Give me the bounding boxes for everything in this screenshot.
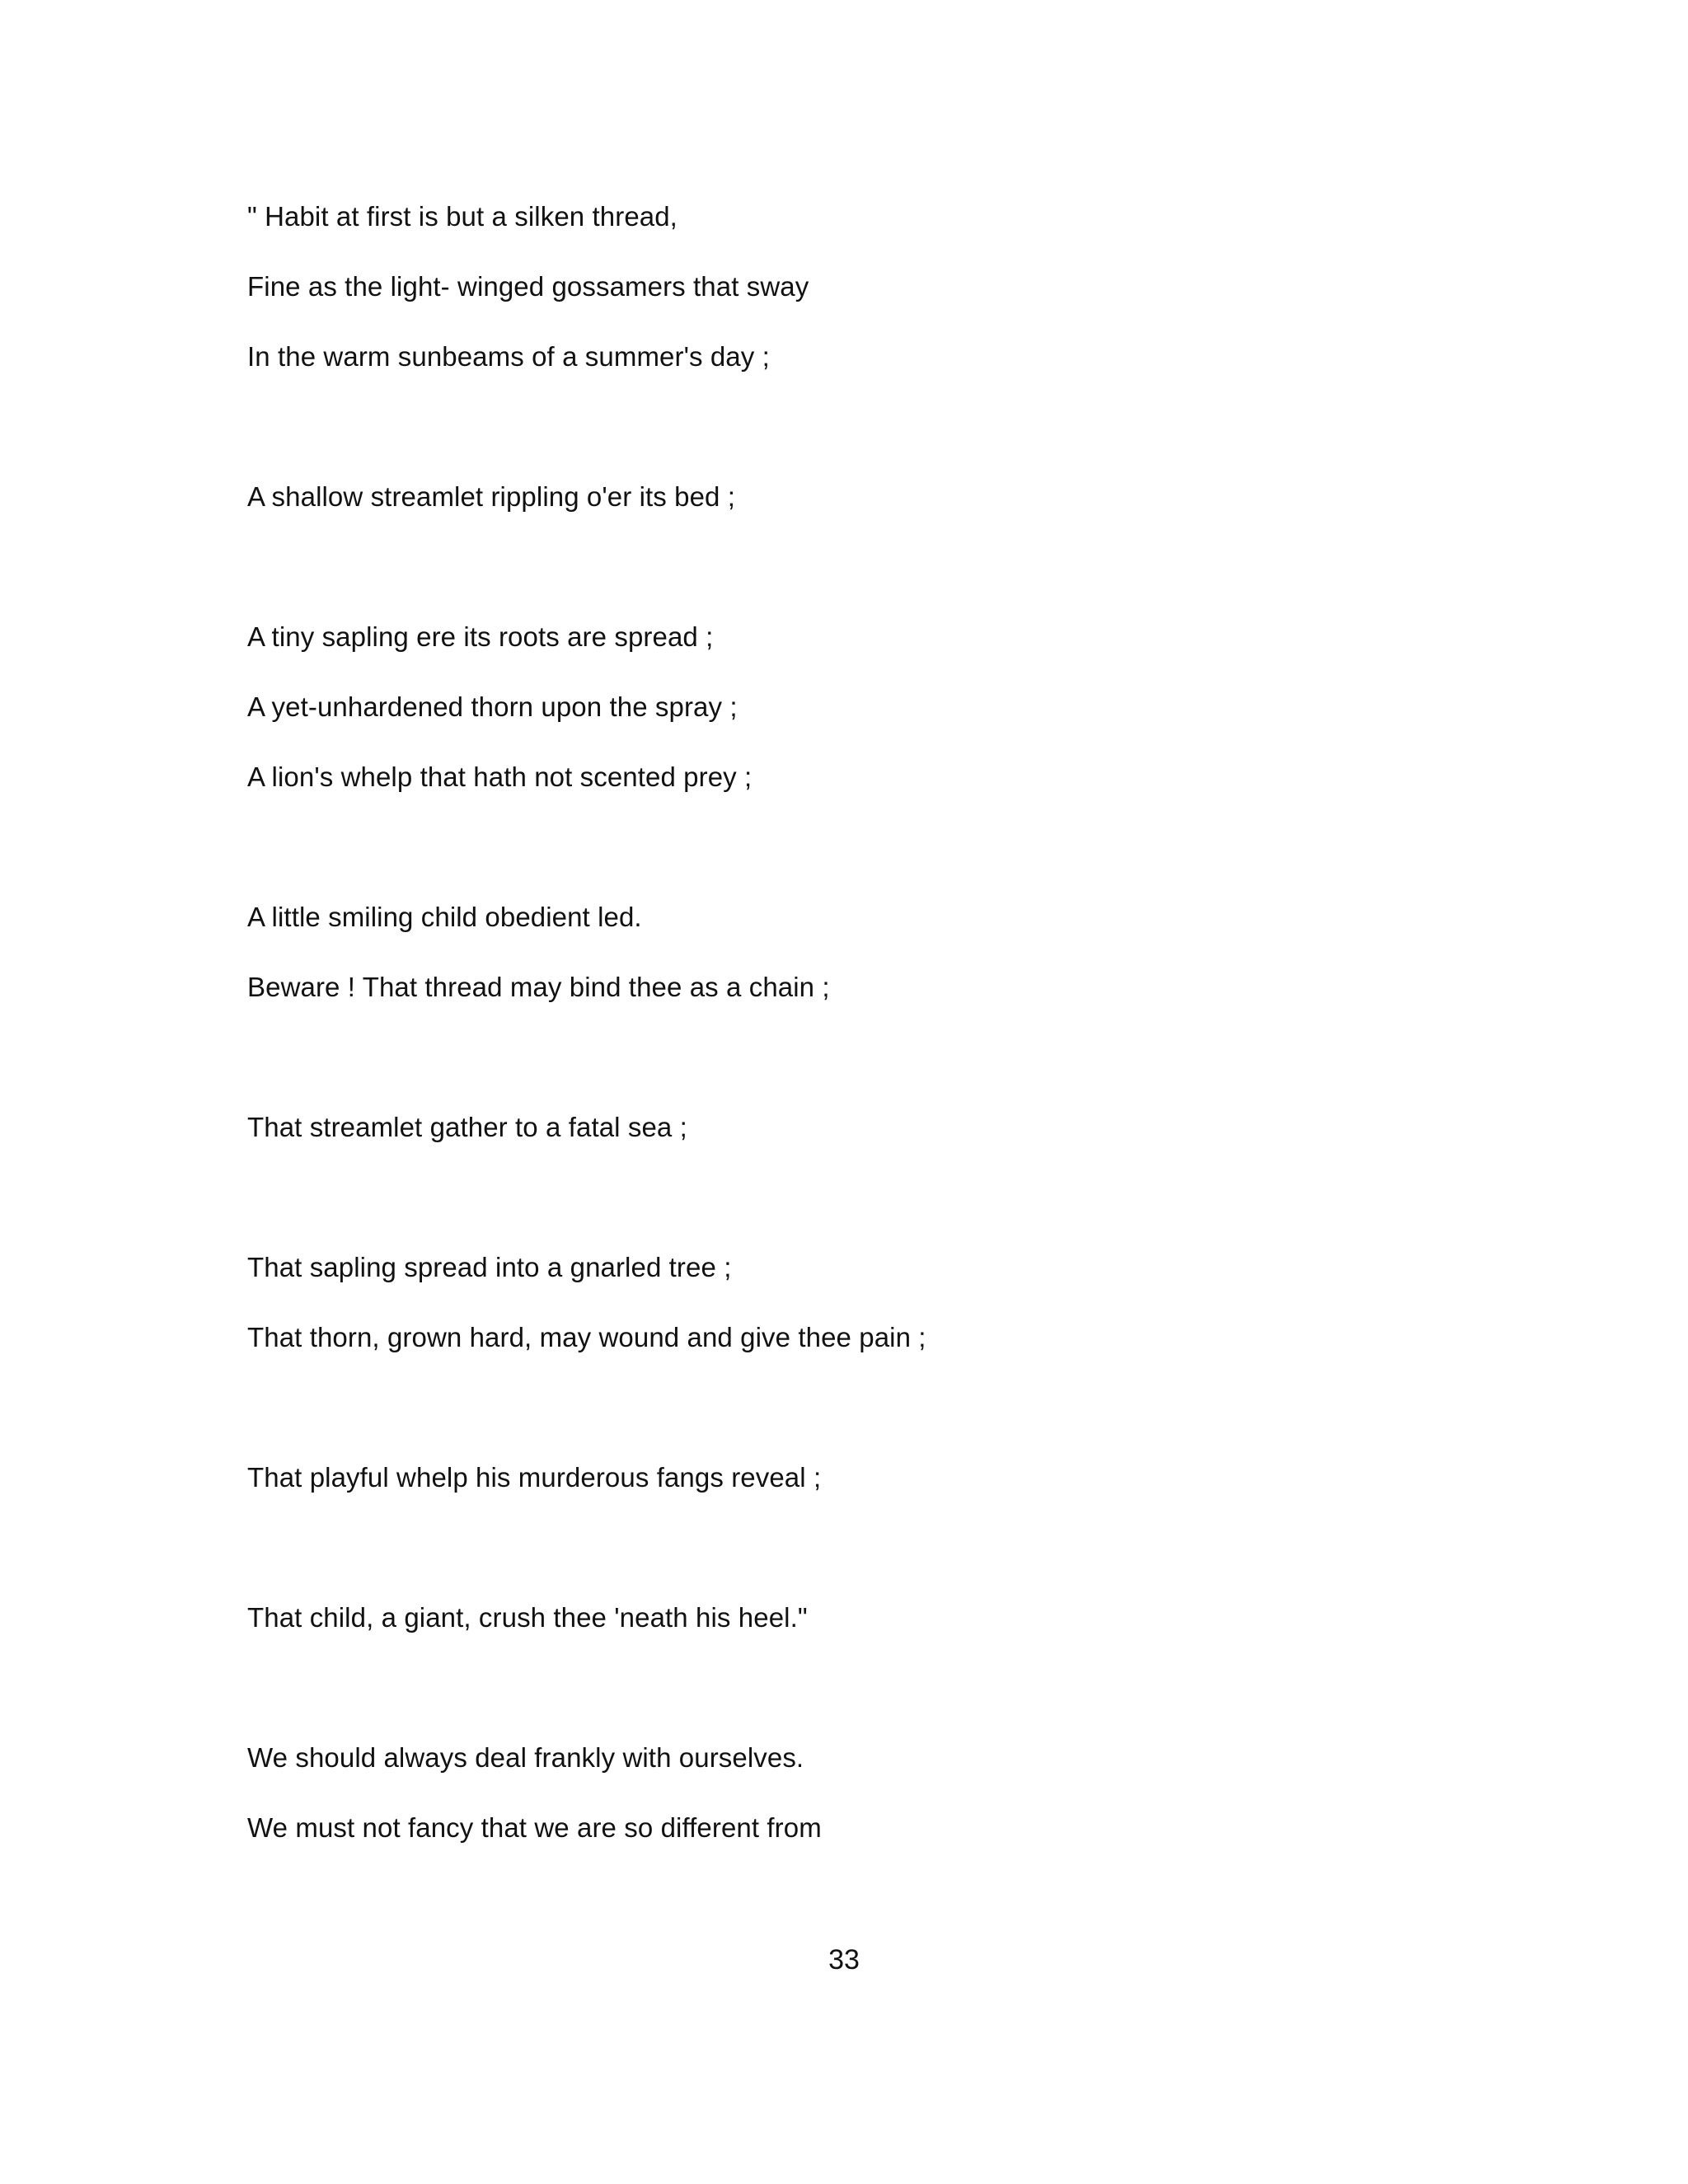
text-line: " Habit at first is but a silken thread,	[247, 201, 678, 232]
text-line: Beware ! That thread may bind thee as a chain ;	[247, 972, 830, 1002]
text-line: We should always deal frankly with ourselves.	[247, 1742, 804, 1773]
text-line: A little smiling child obedient led.	[247, 902, 642, 932]
text-line: A tiny sapling ere its roots are spread ;	[247, 621, 714, 652]
text-line: A yet-unhardened thorn upon the spray ;	[247, 691, 738, 722]
text-line: Fine as the light- winged gossamers that sway	[247, 271, 809, 302]
text-line: A lion's whelp that hath not scented prey ;	[247, 762, 753, 792]
page-number: 33	[828, 1944, 860, 1975]
text-line: A shallow streamlet rippling o'er its bed ;	[247, 481, 736, 512]
text-line: That sapling spread into a gnarled tree ;	[247, 1252, 732, 1282]
text-line: In the warm sunbeams of a summer's day ;	[247, 341, 770, 372]
text-line: That playful whelp his murderous fangs reveal ;	[247, 1462, 822, 1493]
text-line: That thorn, grown hard, may wound and give thee pain ;	[247, 1322, 926, 1352]
text-line: That streamlet gather to a fatal sea ;	[247, 1112, 687, 1142]
text-line: We must not fancy that we are so different from	[247, 1812, 822, 1843]
text-line: That child, a giant, crush thee 'neath his heel."	[247, 1602, 808, 1633]
